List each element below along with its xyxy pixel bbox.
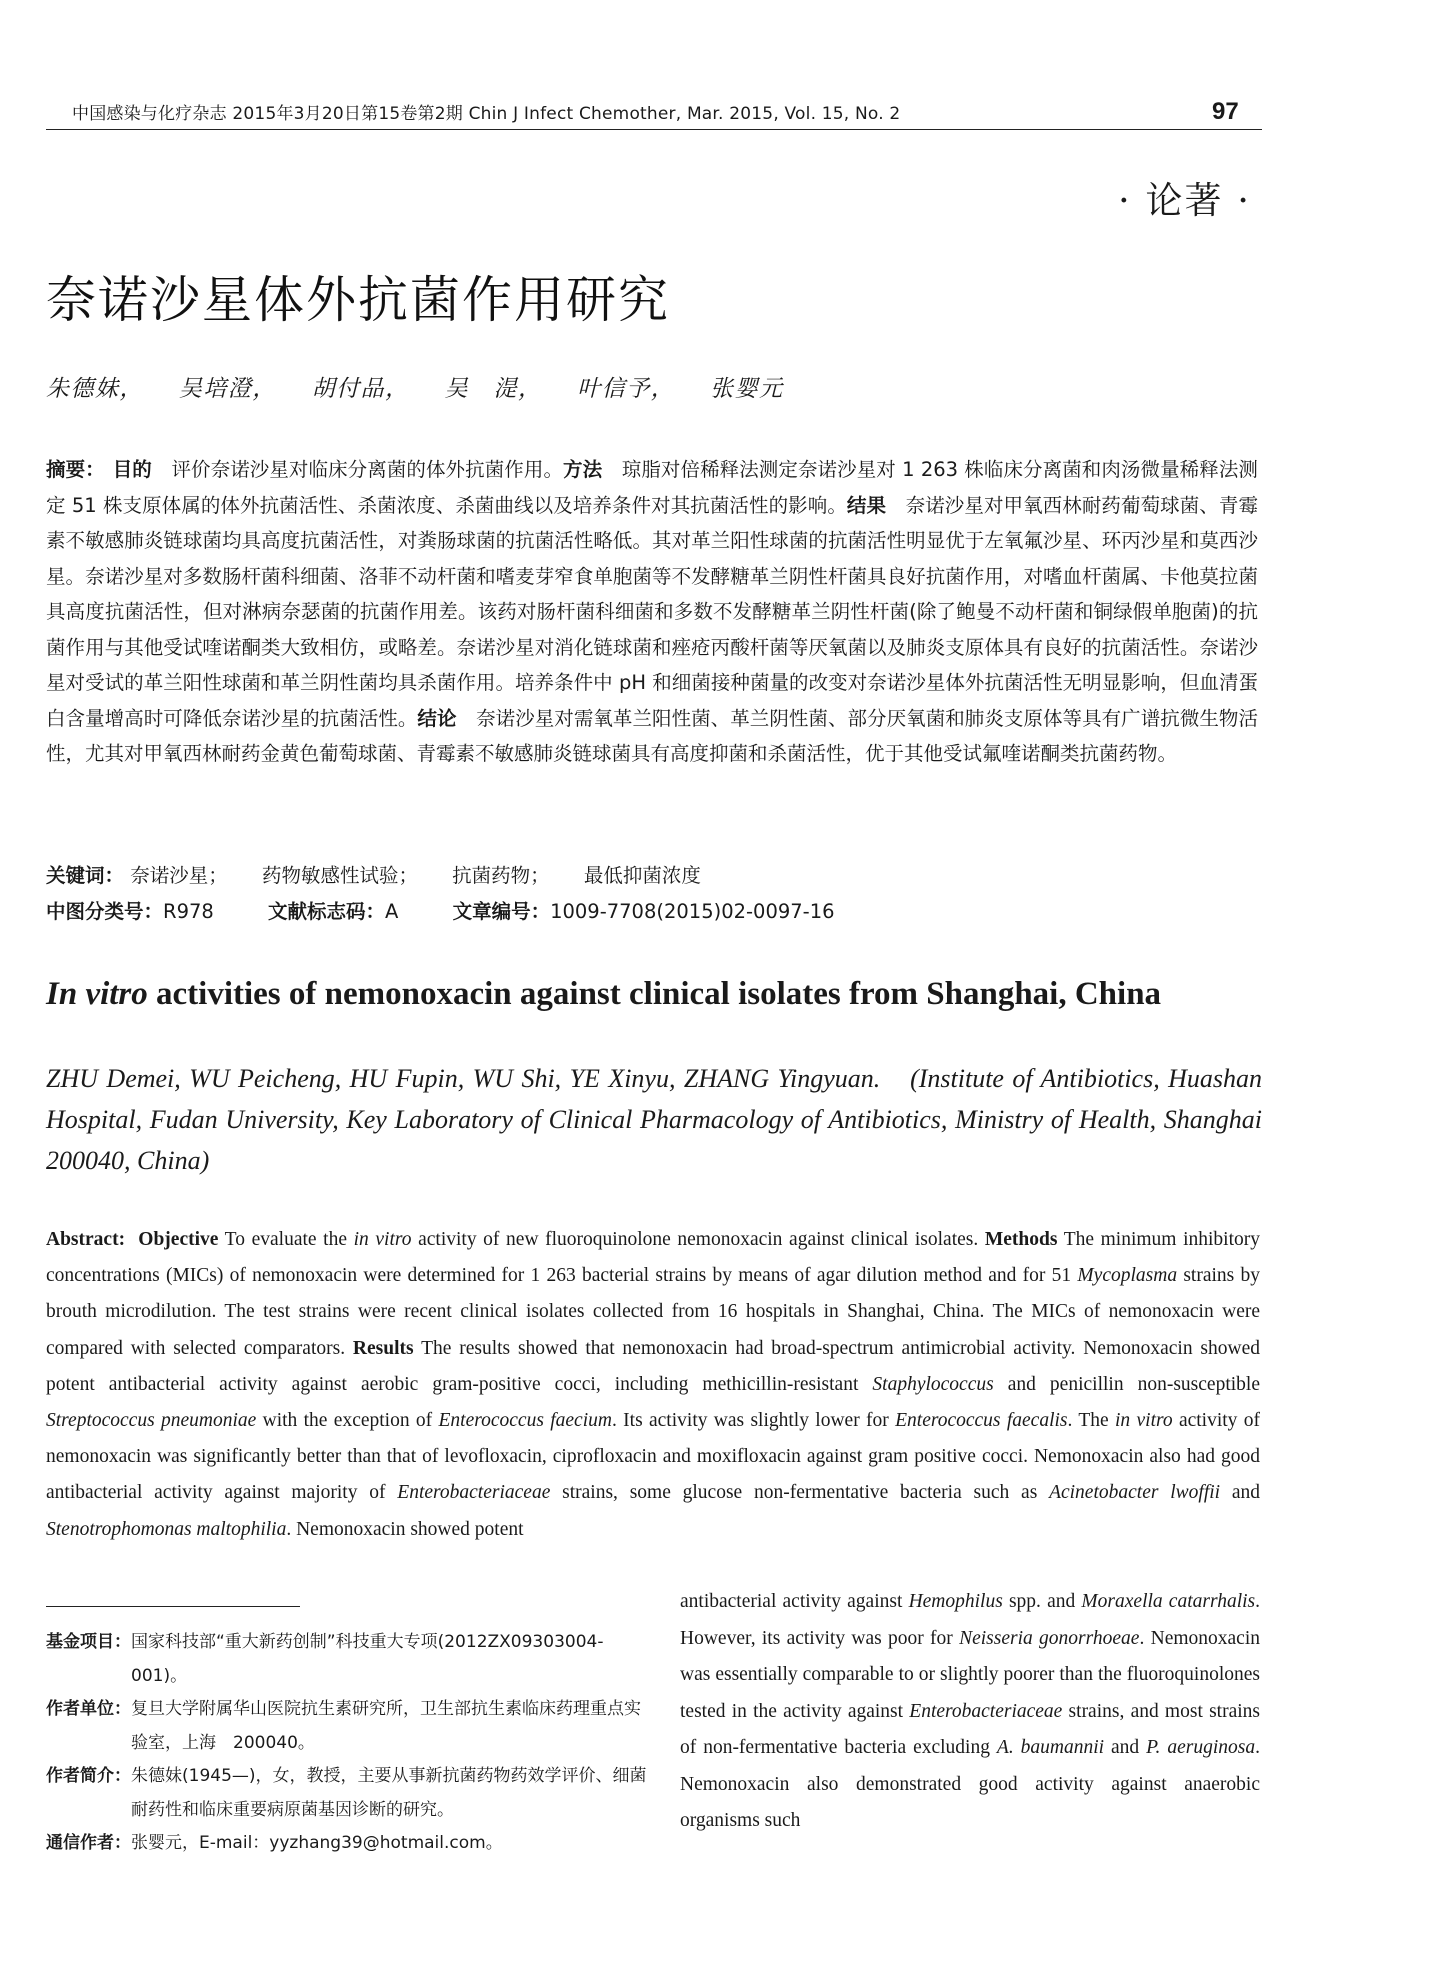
- classification-line: [46, 896, 883, 924]
- abstract-en-text: . However, its activity was poor for: [680, 1591, 1261, 1649]
- italic-term: Moraxella catarrhalis: [1081, 1591, 1256, 1612]
- header-rule: [46, 129, 1262, 130]
- results-en-text: activity of nemonoxacin was significantly better than that of levofloxacin, ciprofloxacin and moxifloxacin against gram positive cocci. Nemonoxacin also had good antibacterial activity against majority of: [46, 1410, 1260, 1504]
- footnote-funding: [46, 1626, 656, 1693]
- page-number: 97: [1212, 98, 1239, 125]
- abstract-en-text: antibacterial activity against: [680, 1591, 909, 1612]
- clc-code: [46, 900, 214, 923]
- italic-term: in vitro: [1115, 1410, 1173, 1432]
- results-en-text: . Nemonoxacin showed potent: [286, 1518, 524, 1540]
- abstract-en-text: strains, and most strains of non-fermentative bacteria excluding: [680, 1700, 1260, 1758]
- title-english: [46, 976, 1161, 1013]
- footnote-rule: [46, 1606, 300, 1607]
- objective-cn-label: 目的: [112, 458, 152, 481]
- abstract-english: [46, 1222, 1260, 1548]
- title-en-italic: In vitro: [46, 976, 148, 1012]
- footnote-label: 作者简介：: [46, 1766, 131, 1786]
- article-no-value: 1009-7708(2015)02-0097-16: [550, 900, 835, 923]
- doc-code-value: A: [385, 900, 399, 923]
- footnote-text: 张婴元，E-mail：yyzhang39@hotmail.com。: [131, 1833, 503, 1853]
- footnote-correspondence: [46, 1827, 656, 1861]
- article-no-label: 文章编号：: [452, 900, 551, 923]
- abstract-en-text: . Nemonoxacin also demonstrated good activity against anaerobic organisms such: [680, 1737, 1260, 1831]
- author-cn: 叶信予，: [577, 376, 676, 402]
- abstract-cn-label: 摘要：: [46, 458, 105, 481]
- objective-cn-text: 评价奈诺沙星对临床分离菌的体外抗菌作用。: [171, 458, 564, 481]
- footnote-label: 基金项目：: [46, 1632, 131, 1652]
- footnote-text: 复旦大学附属华山医院抗生素研究所，卫生部抗生素临床药理重点实验室，上海 200040。: [131, 1699, 641, 1753]
- author-cn: 张婴元: [710, 376, 784, 402]
- author-cn: 吴 湜，: [444, 376, 543, 402]
- italic-term: Enterococcus faecalis: [895, 1410, 1068, 1432]
- italic-term: Staphylococcus: [872, 1373, 994, 1395]
- methods-en-label: Methods: [984, 1229, 1058, 1250]
- conclusion-cn-text: 奈诺沙星对需氧革兰阳性菌、革兰阴性菌、部分厌氧菌和肺炎支原体等具有广谱抗微生物活性，尤其对甲氧西林耐药金黄色葡萄球菌、青霉素不敏感肺炎链球菌具有高度抑菌和杀菌活性，优于其他受试氟喹诺酮类抗菌药物。: [46, 706, 1258, 765]
- authors-english: ZHU Demei, WU Peicheng, HU Fupin, WU Shi, YE Xinyu, ZHANG Yingyuan. (Institute of Antibiotics, Huashan Hospital, Fudan University, Key Laboratory of Clinical Pharmacology of Antibiotics, Ministry of Health, Shanghai 200040, China): [46, 1064, 1289, 1175]
- author-cn: 朱德妹，: [46, 376, 144, 402]
- keyword: 奈诺沙星；: [130, 864, 228, 887]
- results-en-text: The results showed that nemonoxacin had broad-spectrum antimicrobial activity. Nemonoxacin showed potent antibacterial activity against aerobic gram-positive cocci, including methicillin-resistant: [46, 1337, 1261, 1395]
- results-en-text: . The: [1067, 1410, 1115, 1432]
- article-number: [453, 900, 835, 923]
- italic-term: Acinetobacter lwoffii: [1049, 1482, 1221, 1504]
- footnote-label: 通信作者：: [46, 1833, 131, 1853]
- footnote-text: 朱德妹(1945—)，女，教授，主要从事新抗菌药物药效学评价、细菌耐药性和临床重要病原菌基因诊断的研究。: [131, 1766, 647, 1820]
- methods-en-text: strains by brouth microdilution. The test strains were recent clinical isolates collected from 16 hospitals in Shanghai, China. The MICs of nemonoxacin were compared with selected comparators.: [46, 1265, 1260, 1359]
- methods-cn-label: 方法: [563, 458, 603, 481]
- results-cn-text: 奈诺沙星对甲氧西林耐药葡萄球菌、青霉素不敏感肺炎链球菌均具高度抗菌活性，对粪肠球菌的抗菌活性略低。其对革兰阳性球菌的抗菌活性明显优于左氧氟沙星、环丙沙星和莫西沙星。奈诺沙星对多数肠杆菌科细菌、洛菲不动杆菌和嗜麦芽窄食单胞菌等不发酵糖革兰阴性杆菌具良好抗菌作用，对嗜血杆菌属、卡他莫拉菌具高度抗菌活性，但对淋病奈瑟菌的抗菌作用差。该药对肠杆菌科细菌和多数不发酵糖革兰阴性杆菌(除了鲍曼不动杆菌和铜绿假单胞菌)的抗菌作用与其他受试喹诺酮类大致相仿，或略差。奈诺沙星对消化链球菌和痤疮丙酸杆菌等厌氧菌以及肺炎支原体具有良好的抗菌活性。奈诺沙星对受试的革兰阳性球菌和革兰阴性菌均具杀菌作用。培养条件中 pH 和细菌接种菌量的改变对奈诺沙星体外抗菌活性无明显影响，但血清蛋白含量增高时可降低奈诺沙星的抗菌活性。: [46, 493, 1258, 730]
- results-en-text: and penicillin non-susceptible: [993, 1373, 1260, 1395]
- conclusion-cn-label: 结论: [417, 706, 457, 730]
- doc-code-label: 文献标志码：: [268, 900, 386, 923]
- author-cn: 胡付品，: [311, 376, 410, 402]
- abstract-en-text: . Nemonoxacin was essentially comparable to or slightly poorer than the fluoroquinolones tested in the activity against: [680, 1627, 1260, 1722]
- abstract-english-continued: [680, 1584, 1260, 1840]
- footnote-author-bio: [46, 1760, 656, 1827]
- keyword: 抗菌药物；: [452, 864, 550, 887]
- footnote-affiliation: [46, 1693, 656, 1760]
- methods-en-text: The minimum inhibitory concentrations (MICs) of nemonoxacin were determined for 1 263 bacterial strains by means of agar dilution method and for 51: [46, 1229, 1260, 1287]
- running-head: 中国感染与化疗杂志 2015年3月20日第15卷第2期 Chin J Infect Chemother, Mar. 2015, Vol. 15, No. 2: [72, 104, 901, 124]
- italic-term: A. baumannii: [996, 1737, 1105, 1758]
- keywords-label: 关键词：: [46, 864, 125, 887]
- italic-term: P. aeruginosa: [1146, 1737, 1256, 1758]
- results-en-text: . Its activity was slightly lower for: [611, 1410, 896, 1432]
- title-chinese: 奈诺沙星体外抗菌作用研究: [46, 271, 670, 329]
- title-en-rest: activities of nemonoxacin against clinical isolates from Shanghai, China: [147, 976, 1162, 1012]
- italic-term: Streptococcus pneumoniae: [46, 1410, 257, 1432]
- footnotes: [46, 1626, 656, 1861]
- abstract-en-label: Abstract:: [46, 1229, 126, 1250]
- clc-value: R978: [163, 900, 214, 923]
- doc-code: [268, 900, 398, 923]
- clc-label: 中图分类号：: [46, 900, 164, 923]
- results-cn-label: 结果: [846, 493, 887, 517]
- objective-en-text: activity of new fluoroquinolone nemonoxacin against clinical isolates.: [411, 1229, 985, 1250]
- methods-cn-text: 琼脂对倍稀释法测定奈诺沙星对 1 263 株临床分离菌和肉汤微量稀释法测定 51 株支原体属的体外抗菌活性、杀菌浓度、杀菌曲线以及培养条件对其抗菌活性的影响。: [46, 458, 1258, 517]
- italic-term: Enterococcus faecium: [438, 1410, 612, 1432]
- results-en-text: and: [1220, 1482, 1261, 1504]
- abstract-en-text: and: [1104, 1737, 1147, 1758]
- abstract-chinese: [46, 452, 1258, 772]
- objective-en-text: To evaluate the: [218, 1229, 354, 1250]
- keyword: 最低抑菌浓度: [583, 864, 701, 887]
- results-en-text: with the exception of: [256, 1410, 439, 1432]
- results-en-label: Results: [352, 1337, 414, 1359]
- italic-term: Enterobacteriaceae: [397, 1482, 551, 1504]
- section-label: · 论著 ·: [1117, 179, 1251, 222]
- italic-term: Mycoplasma: [1077, 1265, 1178, 1287]
- italic-term: Stenotrophomonas maltophilia: [46, 1518, 287, 1540]
- italic-term: Hemophilus: [908, 1591, 1003, 1612]
- author-cn: 吴培澄，: [178, 376, 277, 402]
- results-en-text: strains, some glucose non-fermentative bacteria such as: [550, 1482, 1050, 1504]
- footnote-text: 国家科技部“重大新药创制”科技重大专项(2012ZX09303004-001)。: [131, 1632, 604, 1686]
- abstract-en-text: spp. and: [1002, 1591, 1082, 1612]
- italic-term: in vitro: [353, 1229, 412, 1250]
- authors-chinese: [46, 370, 810, 403]
- italic-term: Enterobacteriaceae: [909, 1700, 1063, 1722]
- objective-en-label: Objective: [138, 1229, 219, 1250]
- footnote-label: 作者单位：: [46, 1699, 131, 1719]
- keywords: [46, 860, 729, 888]
- keyword: 药物敏感性试验；: [261, 864, 418, 887]
- italic-term: Neisseria gonorrhoeae: [959, 1627, 1140, 1649]
